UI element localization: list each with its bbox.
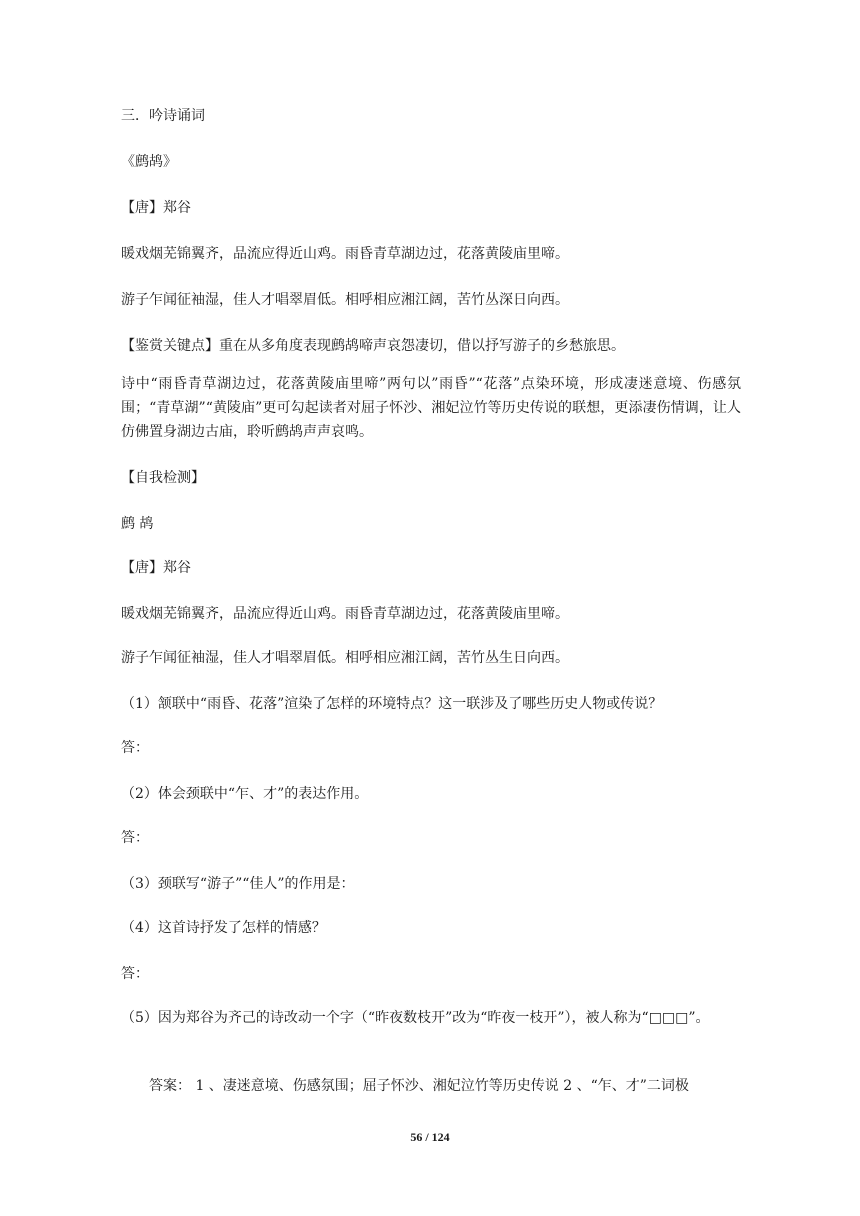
self-test-heading: 【自我检测】 (121, 470, 205, 486)
self-test-line-1: 暖戏烟芜锦翼齐，品流应得近山鸡。雨昏青草湖边过，花落黄陵庙里啼。 (121, 606, 569, 622)
appreciation-key-point: 【鉴赏关键点】重在从多角度表现鹧鸪啼声哀怨凄切，借以抒写游子的乡愁旅思。 (121, 338, 625, 354)
question-4: （4）这首诗抒发了怎样的情感？ (121, 920, 326, 936)
self-test-line-2: 游子乍闻征袖湿，佳人才唱翠眉低。相呼相应湘江阔，苦竹丛生日向西。 (121, 650, 569, 666)
analysis-paragraph: 诗中“雨昏青草湖边过，花落黄陵庙里啼”两句以”雨昏”“花落”点染环境，形成凄迷意境、伤感氛围；“青草湖”“黄陵庙”更可勾起读者对屈子怀沙、湘妃泣竹等历史传说的联想，更添凄伤情调，让人仿佛置身湖边古庙，聆听鹧鸪声声哀鸣。 (121, 376, 741, 440)
answer-label-4: 答： (121, 966, 149, 982)
self-test-author: 【唐】郑谷 (121, 560, 191, 576)
question-1: （1）颔联中“雨昏、花落”渲染了怎样的环境特点？这一联涉及了哪些历史人物或传说？ (121, 696, 663, 712)
question-5: （5）因为郑谷为齐己的诗改动一个字（“昨夜数枝开”改为“昨夜一枝开”），被人称为“□□□”。 (121, 1010, 710, 1026)
answer-label-1: 答： (121, 740, 149, 756)
poem-author: 【唐】郑谷 (121, 200, 191, 216)
question-3: （3）颈联写“游子”“佳人”的作用是： (121, 876, 355, 892)
poem-title: 《鹧鸪》 (121, 154, 177, 170)
self-test-poem-title: 鹧 鸪 (121, 516, 154, 532)
answer-label-2: 答： (121, 830, 149, 846)
answers-text: 答案： 1 、凄迷意境、伤感氛围；屈子怀沙、湘妃泣竹等历史传说 2 、“乍、才”二词极 (149, 1078, 689, 1094)
question-2: （2）体会颈联中“乍、才”的表达作用。 (121, 786, 369, 802)
page-number: 56 / 124 (410, 1130, 450, 1144)
poem-line-2: 游子乍闻征袖湿，佳人才唱翠眉低。相呼相应湘江阔，苦竹丛深日向西。 (121, 292, 569, 308)
poem-line-1: 暖戏烟芜锦翼齐，品流应得近山鸡。雨昏青草湖边过，花落黄陵庙里啼。 (121, 246, 569, 262)
section-title: 三．吟诗诵词 (121, 108, 205, 124)
